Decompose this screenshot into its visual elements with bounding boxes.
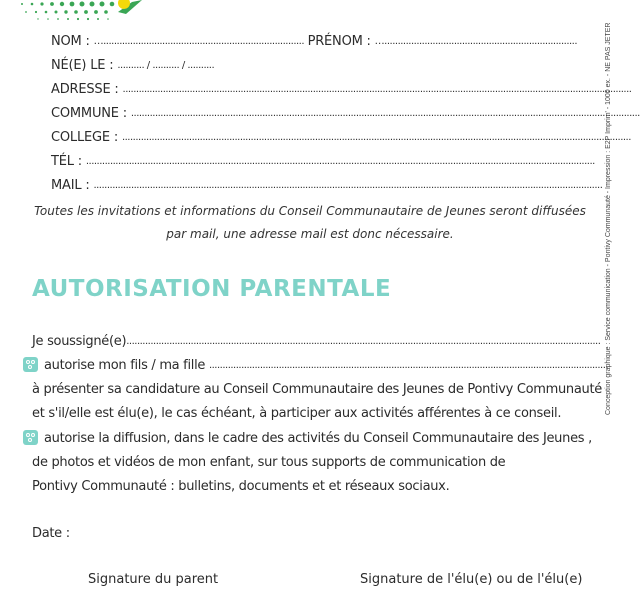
mail-field[interactable]: .............................................................................................................................................................................................. [93, 180, 603, 191]
enfant-name-field[interactable]: ..................................................................................................................................................... [208, 360, 609, 371]
soussigne-row [32, 334, 601, 350]
nom-label: NOM : [51, 34, 94, 49]
section-title: AUTORISATION PARENTALE [32, 276, 392, 302]
mail-label: MAIL : [51, 178, 94, 193]
photos-line: de photos et vidéos de mon enfant, sur tous supports de communication de [32, 455, 506, 470]
soussigne-label: Je soussigné(e) [32, 334, 127, 349]
commune-label: COMMUNE : [51, 106, 131, 121]
adresse-row [51, 82, 632, 98]
logo-dots-icon [14, 0, 144, 24]
autorise-diffusion-line: autorise la diffusion, dans le cadre des activités du Conseil Communautaire des Jeunes , [44, 431, 592, 446]
supports-line: Pontivy Communauté : bulletins, documents et et réseaux sociaux. [32, 479, 450, 494]
mail-note-line-1: Toutes les invitations et informations du Conseil Communautaire de Jeunes seront diffusées [34, 204, 586, 218]
candidature-line: à présenter sa candidature au Conseil Communautaire des Jeunes de Pontivy Communauté [32, 382, 602, 397]
election-line: et s'il/elle est élu(e), le cas échéant, à participer aux activités afférentes à ce conseil. [32, 406, 562, 421]
mail-note-line-2: par mail, une adresse mail est donc nécessaire. [166, 227, 454, 241]
ne-le-label: NÉ(E) LE : [51, 58, 118, 73]
checkbox-autorise-diffusion[interactable] [23, 430, 38, 445]
autorise-enfant-label: autorise mon fils / ma fille [44, 358, 209, 373]
adresse-label: ADRESSE : [51, 82, 123, 97]
ne-le-row [51, 58, 214, 74]
prenom-field[interactable]: …........................................................................ [374, 36, 578, 47]
nom-prenom-row [51, 34, 578, 50]
signature-elu-label: Signature de l'élu(e) ou de l'élu(e) [360, 572, 583, 587]
checkbox-autorise-enfant[interactable] [23, 357, 38, 372]
nom-field[interactable]: …........................................................................... [93, 36, 305, 47]
ne-le-field[interactable]: .......... / .......... / .......... [117, 60, 215, 71]
mail-row [51, 178, 603, 194]
college-field[interactable]: .............................................................................................................................................................................................. [121, 132, 631, 143]
credits-vertical-text: Conception graphique : Service communication - Pontivy Communauté - Impression : E2P Imprim' - 1000 ex. - NE PAS JETER [605, 22, 612, 415]
date-label: Date : [32, 526, 70, 541]
tel-field[interactable]: .............................................................................................................................................................................................. [85, 156, 595, 167]
college-row [51, 130, 631, 146]
prenom-label: PRÉNOM : [307, 34, 375, 49]
autorise-enfant-row [44, 358, 609, 374]
signature-parent-label: Signature du parent [88, 572, 219, 587]
adresse-field[interactable]: .............................................................................................................................................................................................. [122, 84, 632, 95]
commune-field[interactable]: .............................................................................................................................................................................................. [130, 108, 640, 119]
tel-row [51, 154, 595, 170]
tel-label: TÉL : [51, 154, 86, 169]
college-label: COLLEGE : [51, 130, 122, 145]
commune-row [51, 106, 640, 122]
soussigne-field[interactable]: ................................................................................................................................................................................. [126, 336, 601, 347]
